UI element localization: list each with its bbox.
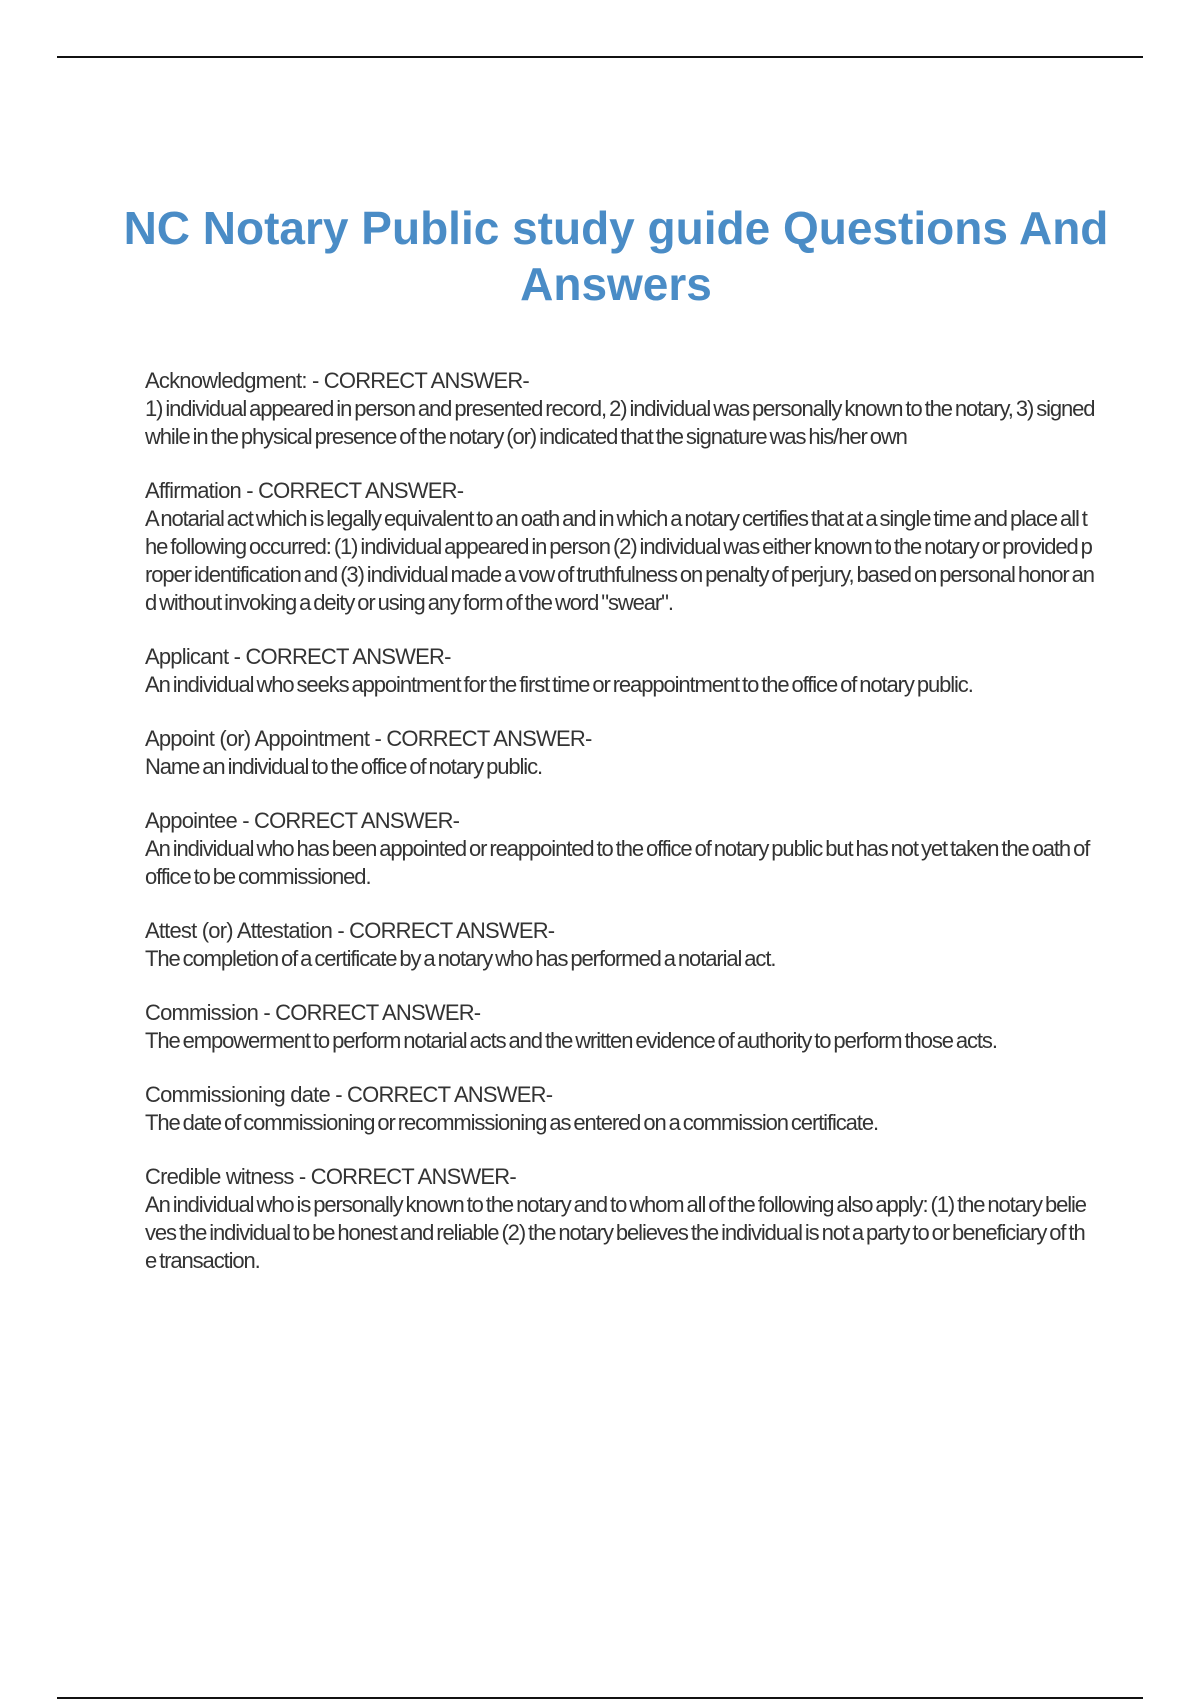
- entry-term: Appointee - CORRECT ANSWER-: [145, 808, 460, 833]
- entry-applicant: [145, 643, 1095, 699]
- entry-definition: The completion of a certificate by a notary who has performed a notarial act.: [145, 946, 776, 971]
- entry-definition: An individual who is personally known to the notary and to whom all of the following also apply: (1) the notary believes the individual to be honest and reliable (2) the notary believes the individual is not a party to or beneficiary of the transaction.: [145, 1192, 1086, 1273]
- entry-definition: Name an individual to the office of notary public.: [145, 754, 542, 779]
- entry-definition: A notarial act which is legally equivalent to an oath and in which a notary certifies that at a single time and place all the following occurred: (1) individual appeared in person (2) individual was either known to the notary or provided proper identification and (3) individual made a vow of truthfulness on penalty of perjury, based on personal honor and without invoking a deity or using any form of the word "swear".: [145, 506, 1094, 615]
- entry-term: Commission - CORRECT ANSWER-: [145, 1000, 481, 1025]
- entry-definition: 1) individual appeared in person and presented record, 2) individual was personally known to the notary, 3) signed while in the physical presence of the notary (or) indicated that the signature was his/her own: [145, 396, 1095, 449]
- entry-definition: An individual who has been appointed or reappointed to the office of notary public but has not yet taken the oath of office to be commissioned.: [145, 836, 1090, 889]
- entry-list: [145, 367, 1095, 1301]
- bottom-rule: [57, 1697, 1143, 1699]
- entry-definition: An individual who seeks appointment for the first time or reappointment to the office of notary public.: [145, 672, 973, 697]
- top-rule: [57, 56, 1143, 58]
- entry-acknowledgment: [145, 367, 1095, 451]
- entry-definition: The date of commissioning or recommissioning as entered on a commission certificate.: [145, 1110, 878, 1135]
- entry-term: Acknowledgment: - CORRECT ANSWER-: [145, 368, 529, 393]
- entry-term: Commissioning date - CORRECT ANSWER-: [145, 1082, 553, 1107]
- entry-attestation: [145, 917, 1095, 973]
- entry-term: Credible witness - CORRECT ANSWER-: [145, 1164, 516, 1189]
- entry-affirmation: [145, 477, 1095, 617]
- entry-appointee: [145, 807, 1095, 891]
- entry-term: Affirmation - CORRECT ANSWER-: [145, 478, 464, 503]
- entry-commissioning-date: [145, 1081, 1095, 1137]
- entry-definition: The empowerment to perform notarial acts and the written evidence of authority to perform those acts.: [145, 1028, 997, 1053]
- entry-term: Applicant - CORRECT ANSWER-: [145, 644, 451, 669]
- entry-commission: [145, 999, 1095, 1055]
- entry-term: Appoint (or) Appointment - CORRECT ANSWER-: [145, 726, 592, 751]
- entry-credible-witness: [145, 1163, 1095, 1275]
- document-title: NC Notary Public study guide Questions And Answers: [123, 202, 1109, 310]
- entry-appointment: [145, 725, 1095, 781]
- entry-term: Attest (or) Attestation - CORRECT ANSWER-: [145, 918, 555, 943]
